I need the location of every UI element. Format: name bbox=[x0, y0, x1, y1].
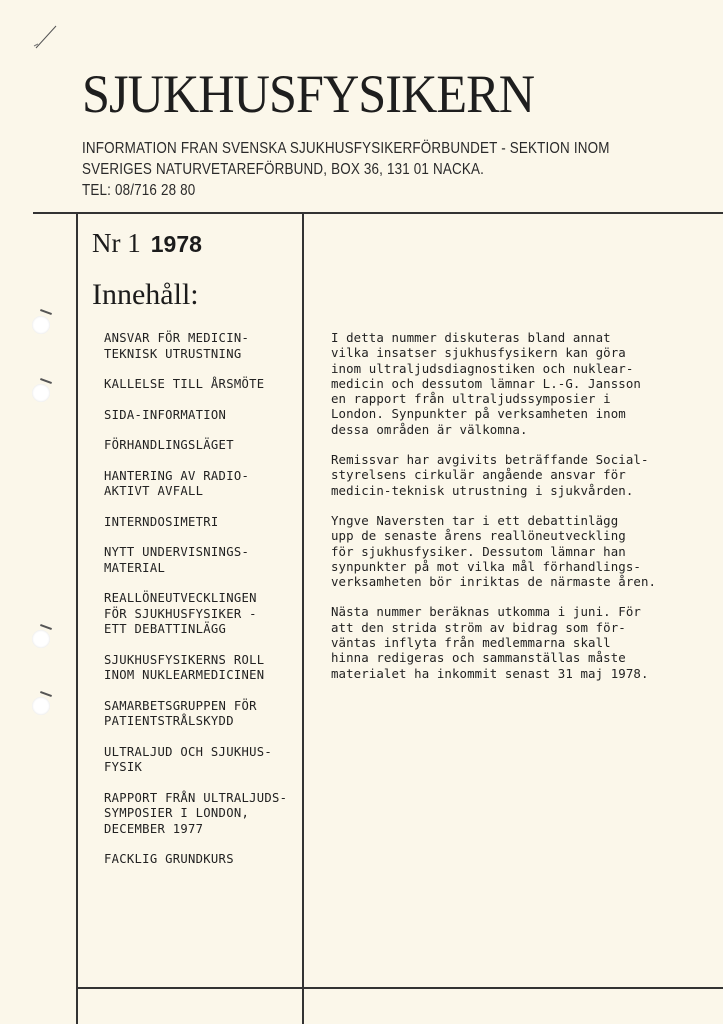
contents-item: FACKLIG GRUNDKURS bbox=[104, 852, 234, 866]
punch-hole bbox=[32, 630, 50, 648]
issue-number bbox=[92, 228, 202, 259]
contents-list bbox=[104, 331, 304, 883]
intro-paragraph: Nästa nummer beräknas utkomma i juni. För att den strida ström av bidrag som för- väntas inflyta från medlemmarna skall hinna redigeras och sammanställas måste materialet ha inkommit senast 31 maj 1978. bbox=[331, 604, 649, 681]
contents-item: HANTERING AV RADIO- AKTIVT AVFALL bbox=[104, 468, 250, 498]
contents-item: SIDA-INFORMATION bbox=[104, 407, 227, 422]
contents-item: FÖRHANDLINGSLÄGET bbox=[104, 438, 234, 452]
punch-hole-mark bbox=[40, 309, 52, 315]
contents-item: SJUKHUSFYSIKERNS ROLL INOM NUKLEARMEDICINEN bbox=[104, 652, 265, 682]
intro-paragraph: Remissvar har avgivits beträffande Social- styrelsens cirkulär angående ansvar för medicin-teknisk utrustning i sjukvården. bbox=[331, 452, 649, 498]
contents-item: SAMARBETSGRUPPEN FÖR PATIENTSTRÅLSKYDD bbox=[104, 698, 257, 728]
contents-item: RAPPORT FRÅN ULTRALJUDS- SYMPOSIER I LONDON, DECEMBER 1977 bbox=[104, 790, 288, 836]
contents-item: REALLÖNEUTVECKLINGEN FÖR SJUKHUSFYSIKER - ETT DEBATTINLÄGG bbox=[104, 591, 257, 636]
publisher-info-line: SVERIGES NATURVETAREFÖRBUND, BOX 36, 131 01 NACKA. bbox=[82, 161, 485, 178]
publisher-info bbox=[82, 138, 610, 201]
pen-mark bbox=[32, 22, 62, 52]
publisher-info-line: TEL: 08/716 28 80 bbox=[82, 182, 196, 199]
punch-hole bbox=[32, 316, 50, 334]
punch-hole bbox=[32, 697, 50, 715]
contents-heading: Innehåll: bbox=[92, 278, 199, 311]
punch-hole bbox=[32, 384, 50, 402]
issue-label: Nr 1 bbox=[92, 228, 141, 258]
masthead-title: SJUKHUSFYSIKERN bbox=[82, 64, 535, 124]
contents-item: NYTT UNDERVISNINGS- MATERIAL bbox=[104, 545, 250, 575]
contents-item: INTERNDOSIMETRI bbox=[104, 514, 219, 529]
contents-item: ULTRALJUD OCH SJUKHUS- FYSIK bbox=[104, 744, 273, 774]
intro-paragraph: I detta nummer diskuteras bland annat vilka insatser sjukhusfysikern kan göra inom ultraljudsdiagnostiken och nuklear- medicin och dessutom lämnar L.-G. Jansson en rapport från ultraljudssymposier i London. Synpunkter på verksamheten inom dessa områden är välkomna. bbox=[331, 330, 641, 437]
issue-year: 1978 bbox=[150, 231, 202, 257]
intro-text bbox=[331, 330, 716, 696]
left-frame-line bbox=[76, 213, 78, 1024]
contents-item: KALLELSE TILL ÅRSMÖTE bbox=[104, 377, 265, 391]
contents-item: ANSVAR FÖR MEDICIN- TEKNISK UTRUSTNING bbox=[104, 331, 250, 361]
publisher-info-line: INFORMATION FRAN SVENSKA SJUKHUSFYSIKERFÖRBUNDET - SEKTION INOM bbox=[82, 140, 610, 157]
footer-rule bbox=[77, 987, 723, 989]
header-rule bbox=[33, 212, 723, 214]
intro-paragraph: Yngve Naversten tar i ett debattinlägg upp de senaste årens reallöneutveckling för sjukhusfysiker. Dessutom lämnar han synpunkter på mot vilka mål förhandlings- verksamheten bör inriktas de närmaste åren. bbox=[331, 512, 657, 590]
